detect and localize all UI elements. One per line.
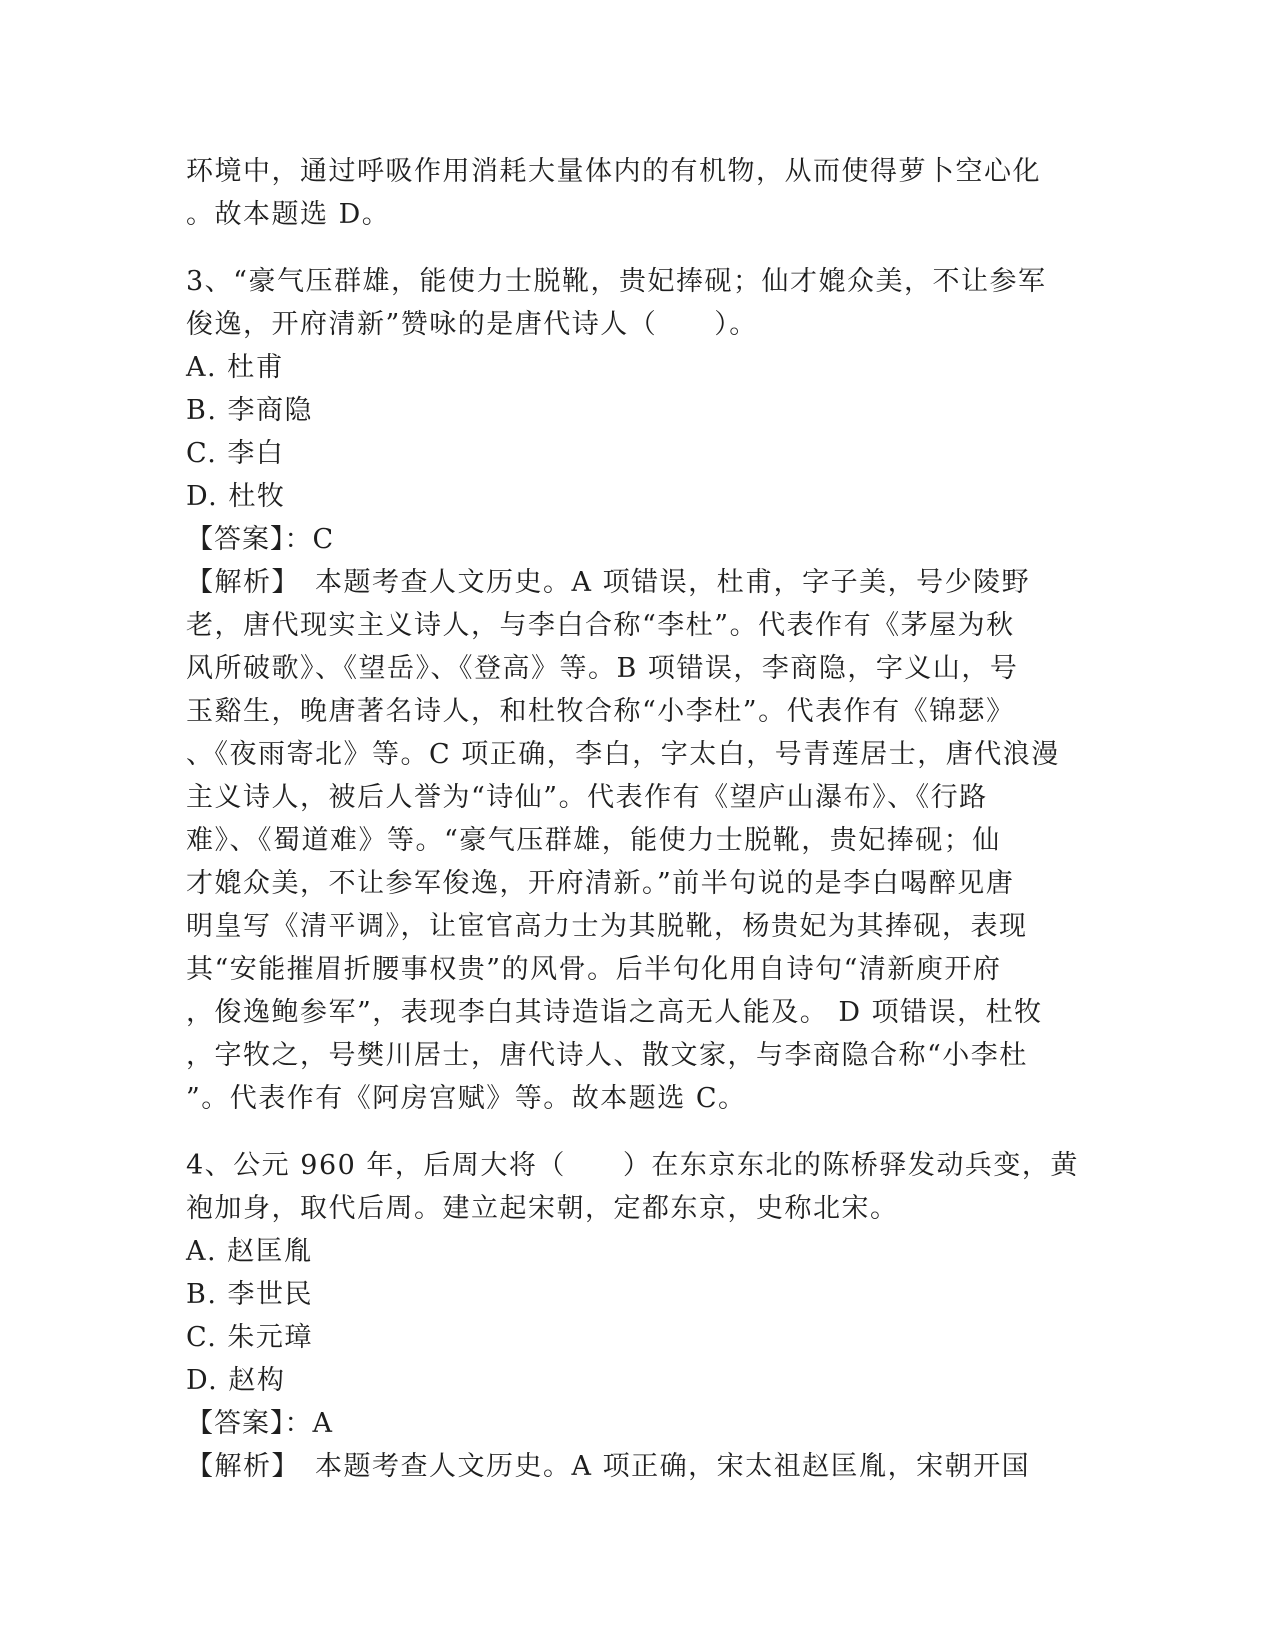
continuation-text xyxy=(186,150,1091,236)
analysis-line: 才媲众美，不让参军俊逸，开府清新。”前半句说的是李白喝醉见唐 xyxy=(186,868,1015,899)
analysis-line: ，字牧之，号樊川居士，唐代诗人、散文家，与李商隐合称“小李杜 xyxy=(186,1040,1028,1071)
option-b: B. 李世民 xyxy=(186,1279,314,1310)
question-stem: 3、“豪气压群雄，能使力士脱靴，贵妃捧砚；仙才媲众美，不让参军 xyxy=(186,266,1047,297)
analysis-line: 、《夜雨寄北》等。C 项正确，李白，字太白，号青莲居士，唐代浪漫 xyxy=(186,739,1060,770)
option-c: C. 朱元璋 xyxy=(186,1322,313,1353)
question-stem: 俊逸，开府清新”赞咏的是唐代诗人（ ）。 xyxy=(186,309,758,340)
analysis-line: 老，唐代现实主义诗人，与李白合称“李杜”。代表作有《茅屋为秋 xyxy=(186,610,1015,641)
analysis-line: 其“安能摧眉折腰事权贵”的风骨。后半句化用自诗句“清新庾开府 xyxy=(186,954,1002,985)
analysis-line: 明皇写《清平调》，让宦官高力士为其脱靴，杨贵妃为其捧砚，表现 xyxy=(186,911,1028,942)
answer-line: 【答案】：A xyxy=(186,1408,333,1439)
analysis-line: 主义诗人，被后人誉为“诗仙”。代表作有《望庐山瀑布》、《行路 xyxy=(186,782,988,813)
analysis-line: 【解析】 本题考查人文历史。A 项错误，杜甫，字子美，号少陵野 xyxy=(186,567,1031,598)
question-stem: 4、公元 960 年，后周大将（ ）在东京东北的陈桥驿发动兵变，黄 xyxy=(186,1150,1079,1181)
text-line: 环境中，通过呼吸作用消耗大量体内的有机物，从而使得萝卜空心化 xyxy=(186,156,1041,187)
analysis-line: 玉谿生，晚唐著名诗人，和杜牧合称“小李杜”。代表作有《锦瑟》 xyxy=(186,696,1015,727)
analysis-line: 【解析】 本题考查人文历史。A 项正确，宋太祖赵匡胤，宋朝开国 xyxy=(186,1451,1031,1482)
option-d: D. 杜牧 xyxy=(186,481,286,512)
question-4 xyxy=(186,1144,1091,1488)
question-3 xyxy=(186,260,1091,1120)
option-d: D. 赵构 xyxy=(186,1365,286,1396)
option-a: A. 赵匡胤 xyxy=(186,1236,313,1267)
document-page xyxy=(186,150,1091,1488)
analysis-line: 风所破歌》、《望岳》、《登高》等。B 项错误，李商隐，字义山，号 xyxy=(186,653,1019,684)
text-line: 。故本题选 D。 xyxy=(186,199,391,230)
analysis-line: ，俊逸鲍参军”，表现李白其诗造诣之高无人能及。 D 项错误，杜牧 xyxy=(186,997,1043,1028)
answer-line: 【答案】：C xyxy=(186,524,335,555)
option-a: A. 杜甫 xyxy=(186,352,285,383)
analysis-line: ”。代表作有《阿房宫赋》等。故本题选 C。 xyxy=(186,1083,747,1114)
option-c: C. 李白 xyxy=(186,438,285,469)
option-b: B. 李商隐 xyxy=(186,395,314,426)
analysis-line: 难》、《蜀道难》等。“豪气压群雄，能使力士脱靴，贵妃捧砚；仙 xyxy=(186,825,1001,856)
question-stem: 袍加身，取代后周。建立起宋朝，定都东京，史称北宋。 xyxy=(186,1193,899,1224)
